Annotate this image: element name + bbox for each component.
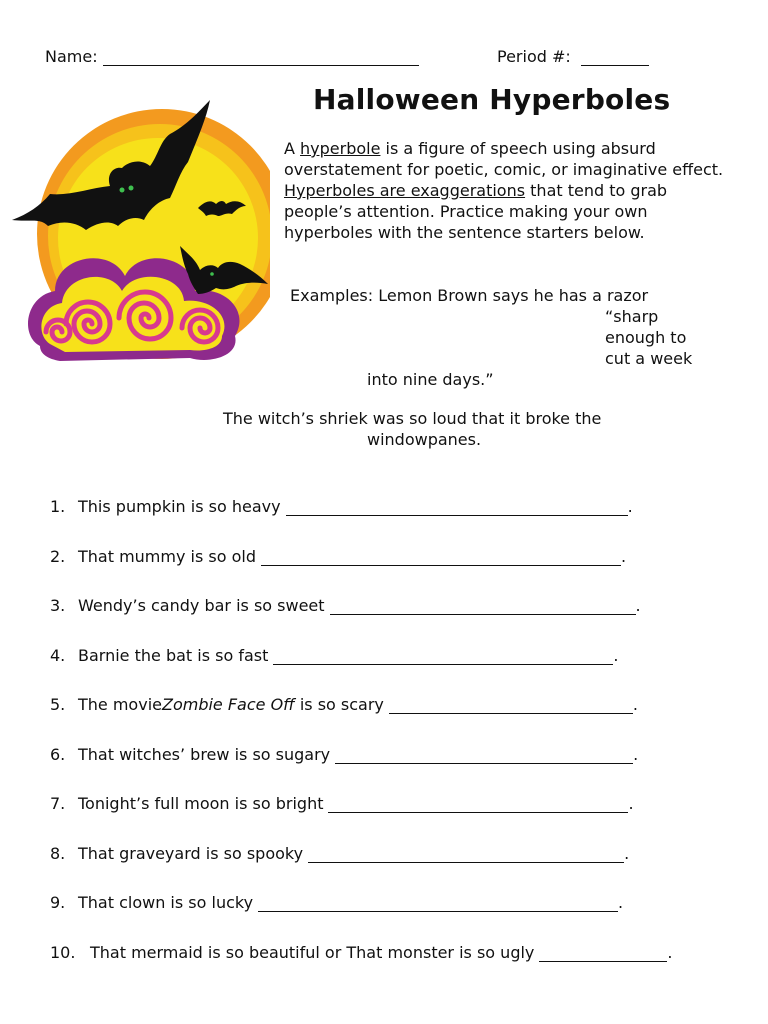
item-prompt: That graveyard is so spooky xyxy=(78,844,304,863)
list-item xyxy=(50,695,638,714)
item-number: 5. xyxy=(50,695,66,714)
example-line-1: “sharp xyxy=(605,307,659,326)
answer-blank[interactable] xyxy=(273,650,613,665)
intro-term-exaggerations: Hyperboles are exaggerations xyxy=(284,181,526,200)
answer-blank[interactable] xyxy=(308,848,624,863)
movie-title: Zombie Face Off xyxy=(161,695,295,714)
period-blank-line[interactable] xyxy=(581,65,649,66)
item-prompt: The movie xyxy=(78,695,162,714)
item-prompt: That mummy is so old xyxy=(78,547,256,566)
period-mark: . xyxy=(621,547,627,566)
example-2-line-1: The witch’s shriek was so loud that it broke the xyxy=(223,409,602,428)
item-number: 9. xyxy=(50,893,66,912)
intro-term-hyperbole: hyperbole xyxy=(300,139,381,158)
list-item xyxy=(50,646,618,665)
item-prompt: That clown is so lucky xyxy=(78,893,254,912)
item-prompt: Wendy’s candy bar is so sweet xyxy=(78,596,325,615)
period-mark: . xyxy=(635,596,641,615)
period-mark: . xyxy=(624,844,630,863)
item-number: 2. xyxy=(50,547,66,566)
list-item xyxy=(50,794,634,813)
intro-paragraph xyxy=(284,138,724,243)
list-item xyxy=(50,844,629,863)
item-prompt: Tonight’s full moon is so bright xyxy=(78,794,324,813)
answer-blank[interactable] xyxy=(389,699,633,714)
intro-text-2: is a figure of speech using absurd overstatement for poetic, comic, or imaginative effect. xyxy=(284,139,724,179)
name-blank-line[interactable] xyxy=(103,65,419,66)
answer-blank[interactable] xyxy=(330,600,636,615)
item-number: 3. xyxy=(50,596,66,615)
item-number: 4. xyxy=(50,646,66,665)
example-2-line-2: windowpanes. xyxy=(367,430,482,449)
answer-blank[interactable] xyxy=(258,897,618,912)
item-prompt: This pumpkin is so heavy xyxy=(78,497,281,516)
period-mark: . xyxy=(633,745,639,764)
intro-text-3: that tend to grab people’s attention. Practice making your own hyperboles with the sentence starters below. xyxy=(284,181,668,242)
halloween-moon-bats-illustration xyxy=(10,96,270,366)
page-title: Halloween Hyperboles xyxy=(313,83,671,116)
example-line-3: cut a week xyxy=(605,349,693,368)
example-line-4: into nine days.” xyxy=(367,370,494,389)
answer-blank[interactable] xyxy=(286,501,628,516)
list-item xyxy=(50,943,672,962)
list-item xyxy=(50,596,641,615)
answer-blank[interactable] xyxy=(539,947,667,962)
period-mark: . xyxy=(618,893,624,912)
period-mark: . xyxy=(628,794,634,813)
name-label: Name: xyxy=(45,47,98,66)
item-prompt-end: is so scary xyxy=(294,695,384,714)
answer-blank[interactable] xyxy=(335,749,633,764)
period-mark: . xyxy=(632,695,638,714)
item-number: 6. xyxy=(50,745,66,764)
example-line-2: enough to xyxy=(605,328,687,347)
period-mark: . xyxy=(667,943,673,962)
answer-blank[interactable] xyxy=(328,798,628,813)
item-prompt: That witches’ brew is so sugary xyxy=(78,745,331,764)
intro-text-1: A xyxy=(284,139,301,158)
item-number: 10. xyxy=(50,943,76,962)
item-prompt: Barnie the bat is so fast xyxy=(78,646,269,665)
item-number: 1. xyxy=(50,497,66,516)
list-item xyxy=(50,547,626,566)
period-mark: . xyxy=(613,646,619,665)
answer-blank[interactable] xyxy=(261,551,621,566)
item-number: 7. xyxy=(50,794,66,813)
list-item xyxy=(50,893,623,912)
period-label: Period #: xyxy=(497,47,571,66)
list-item xyxy=(50,497,633,516)
item-prompt: That mermaid is so beautiful or That monster is so ugly xyxy=(90,943,535,962)
period-mark: . xyxy=(627,497,633,516)
examples-label: Examples: Lemon Brown says he has a razor xyxy=(290,286,649,305)
list-item xyxy=(50,745,638,764)
item-number: 8. xyxy=(50,844,66,863)
